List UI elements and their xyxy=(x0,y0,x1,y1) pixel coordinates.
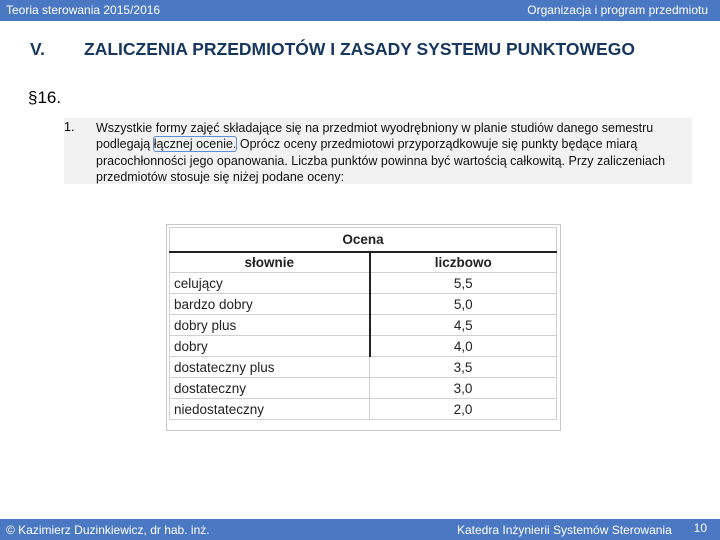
grade-value: 3,5 xyxy=(370,357,557,378)
table-row xyxy=(170,378,557,399)
presentation-title: Organizacja i program przedmiotu xyxy=(527,3,708,17)
table-row xyxy=(170,273,557,294)
table-row xyxy=(170,399,557,420)
item-number: 1. xyxy=(64,120,75,134)
grade-name: celujący xyxy=(170,273,370,294)
highlighted-phrase: łącznej ocenie. xyxy=(153,137,237,152)
text-after: Oprócz oceny przedmiotowi przyporządkowuje się punkty będące miarą pracochłonności jego opanowania. Liczba punktów powinna być wartością całkowitą. Przy zaliczeniach przedmiotów stosuje się niżej podane oceny: xyxy=(96,137,666,184)
grade-value: 5,5 xyxy=(370,273,557,294)
author: © Kazimierz Duzinkiewicz, dr hab. inż. xyxy=(6,523,210,537)
paragraph-sign: §16. xyxy=(28,88,62,107)
department: Katedra Inżynierii Systemów Sterowania xyxy=(457,523,672,537)
page-number: 10 xyxy=(693,521,707,535)
table-row xyxy=(170,336,557,357)
grade-table xyxy=(169,227,557,420)
grade-name: bardzo dobry xyxy=(170,294,370,315)
grade-value: 4,0 xyxy=(370,336,557,357)
grade-name: dostateczny xyxy=(170,378,370,399)
column-header-words: słownie xyxy=(170,252,370,273)
text-before: Wszystkie formy zajęć składające się na przedmiot wyodrębniony w planie studiów danego semestru podlegają xyxy=(96,121,654,152)
course-name: Teoria sterowania 2015/2016 xyxy=(6,3,161,17)
grade-value: 3,0 xyxy=(370,378,557,399)
regulation-excerpt xyxy=(64,118,692,184)
header-bar xyxy=(0,0,720,21)
grade-value: 2,0 xyxy=(370,399,557,420)
grade-table-container xyxy=(166,224,561,431)
table-row xyxy=(170,357,557,378)
section-title: ZALICZENIA PRZEDMIOTÓW I ZASADY SYSTEMU PUNKTOWEGO xyxy=(84,39,635,59)
grade-value: 4,5 xyxy=(370,315,557,336)
section-number: V. xyxy=(30,39,45,59)
grade-value: 5,0 xyxy=(370,294,557,315)
table-row xyxy=(170,315,557,336)
table-row xyxy=(170,294,557,315)
grade-name: niedostateczny xyxy=(170,399,370,420)
grade-name: dobry plus xyxy=(170,315,370,336)
column-header-numbers: liczbowo xyxy=(370,252,557,273)
footer-bar xyxy=(0,519,720,540)
regulation-text xyxy=(96,120,692,185)
grade-name: dobry xyxy=(170,336,370,357)
grade-name: dostateczny plus xyxy=(170,357,370,378)
table-title: Ocena xyxy=(170,228,557,252)
